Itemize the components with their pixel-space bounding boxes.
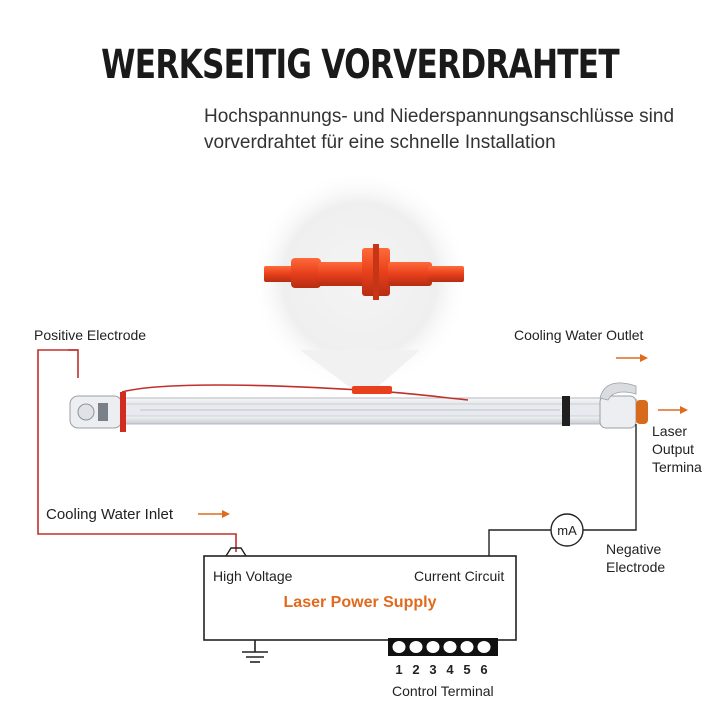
ground-symbol — [242, 640, 268, 662]
terminal-number: 3 — [429, 662, 437, 677]
terminal-number: 1 — [395, 662, 403, 677]
positive-electrode-label: Positive Electrode — [34, 327, 147, 343]
terminal-number: 6 — [480, 662, 488, 677]
control-terminal-label: Control Terminal — [392, 683, 494, 699]
page-title: WERKSEITIG VORVERDRAHTET — [101, 42, 619, 88]
current-circuit-label: Current Circuit — [414, 568, 505, 584]
control-terminal-block — [388, 638, 498, 656]
laser-tube — [70, 383, 648, 432]
cooling-water-inlet-label: Cooling Water Inlet — [46, 506, 174, 523]
terminal-number: 5 — [463, 662, 471, 677]
negative-wire — [583, 424, 636, 530]
high-voltage-label: High Voltage — [213, 568, 293, 584]
negative-electrode-label-line1: Negative — [606, 541, 662, 557]
laser-output-label-line1: Laser — [652, 423, 688, 439]
cooling-inlet-arrow — [198, 510, 230, 518]
ammeter-label: mA — [557, 523, 577, 538]
laser-power-supply-label: Laser Power Supply — [283, 594, 437, 611]
laser-output-label-line3: Termina — [652, 459, 702, 475]
laser-output-arrow — [658, 406, 688, 414]
cooling-outlet-arrow — [616, 354, 648, 362]
terminal-number: 4 — [446, 662, 454, 677]
page-subtitle: Hochspannungs- und Niederspannungsanschlüsse sind vorverdrahtet für eine schnelle Installation — [204, 106, 675, 153]
laser-output-label-line2: Output — [652, 441, 695, 457]
negative-electrode-label-line2: Electrode — [606, 559, 666, 575]
terminal-number: 2 — [412, 662, 420, 677]
cooling-water-outlet-label: Cooling Water Outlet — [514, 327, 644, 343]
